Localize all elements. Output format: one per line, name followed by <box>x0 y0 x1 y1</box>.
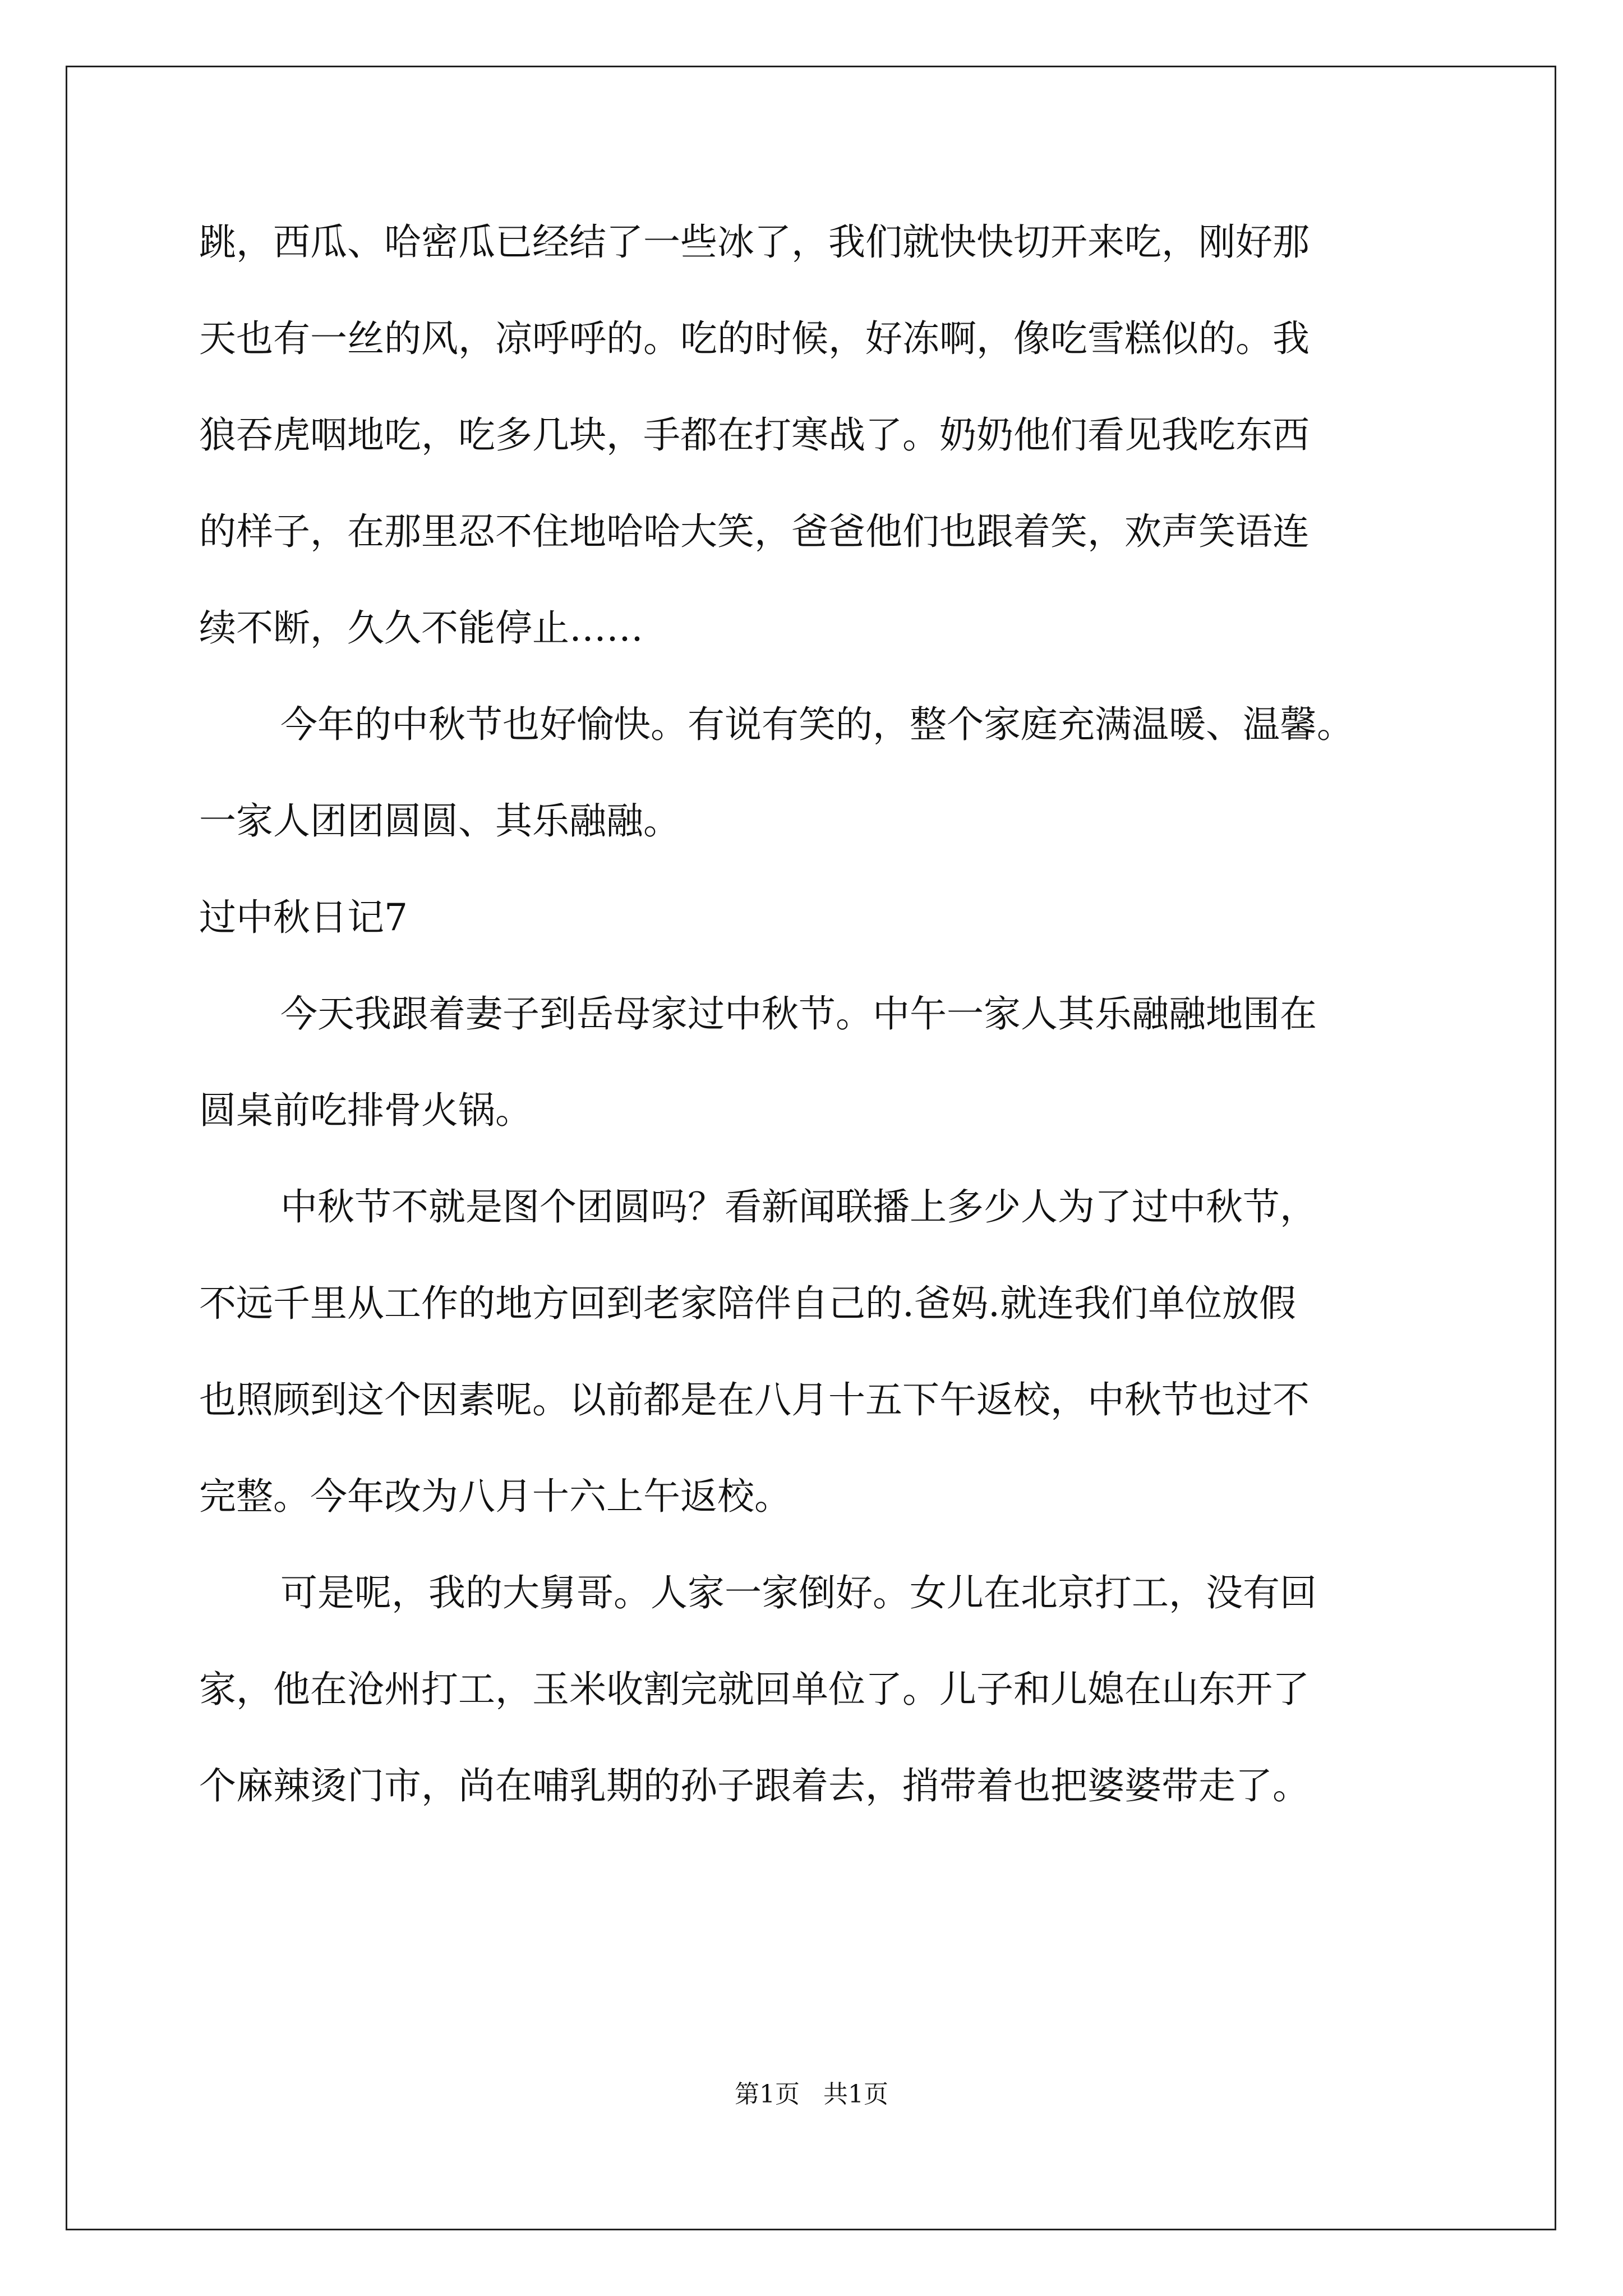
text-line: 续不断，久久不能停止…… <box>199 606 643 650</box>
text-line: 跳，西瓜、哈密瓜已经结了一些冰了，我们就快快切开来吃，刚好那 <box>199 220 1310 264</box>
page-number-footer: 第1页 共1页 <box>735 2080 888 2109</box>
text-line: 家，他在沧州打工，玉米收割完就回单位了。儿子和儿媳在山东开了 <box>199 1668 1310 1711</box>
text-line: 一家人团团圆圆、其乐融融。 <box>199 799 680 843</box>
text-line: 狼吞虎咽地吃，吃多几块，手都在打寒战了。奶奶他们看见我吃东西 <box>199 413 1310 457</box>
text-line: 完整。今年改为八月十六上午返校。 <box>199 1475 791 1518</box>
text-line: 今天我跟着妻子到岳母家过中秋节。中午一家人其乐融融地围在 <box>280 992 1317 1036</box>
text-line: 可是呢，我的大舅哥。人家一家倒好。女儿在北京打工，没有回 <box>280 1571 1317 1614</box>
text-line: 也照顾到这个因素呢。以前都是在八月十五下午返校，中秋节也过不 <box>199 1378 1310 1421</box>
text-line: 天也有一丝的风，凉呼呼的。吃的时候，好冻啊，像吃雪糕似的。我 <box>199 317 1310 360</box>
text-line: 圆桌前吃排骨火锅。 <box>199 1089 532 1132</box>
text-line: 的样子，在那里忍不住地哈哈大笑，爸爸他们也跟着笑，欢声笑语连 <box>199 510 1310 553</box>
text-line: 今年的中秋节也好愉快。有说有笑的，整个家庭充满温暖、温馨。 <box>280 703 1354 746</box>
section-heading: 过中秋日记7 <box>199 896 408 939</box>
text-line: 中秋节不就是图个团圆吗？看新闻联播上多少人为了过中秋节， <box>280 1185 1317 1228</box>
text-line: 不远千里从工作的地方回到老家陪伴自己的.爸妈.就连我们单位放假 <box>199 1282 1296 1325</box>
text-line: 个麻辣烫门市，尚在哺乳期的孙子跟着去，捎带着也把婆婆带走了。 <box>199 1764 1310 1807</box>
document-body <box>199 214 1455 1855</box>
